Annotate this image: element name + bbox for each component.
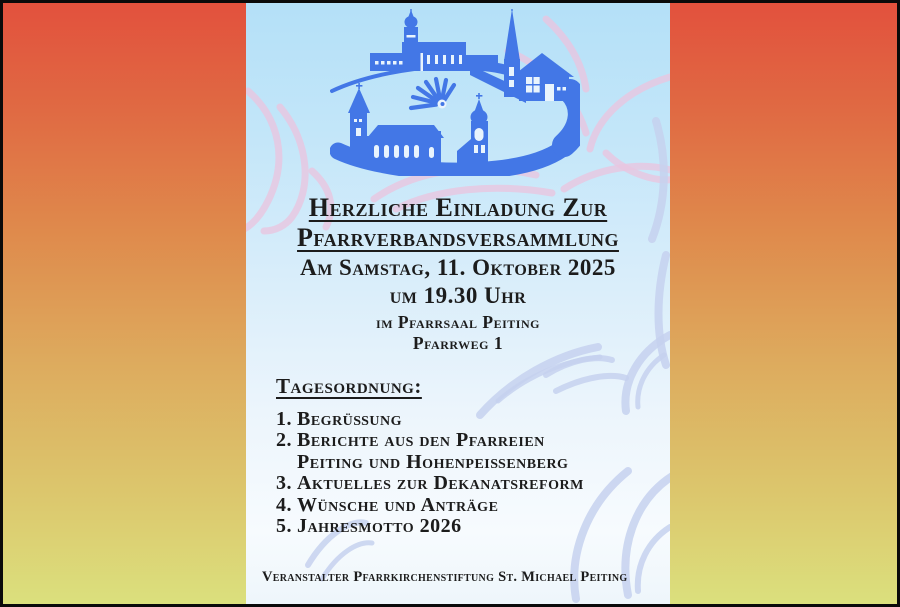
- agenda-item-5: [276, 516, 584, 537]
- agenda-item-number: 2.: [276, 429, 292, 452]
- agenda-item-1: [276, 409, 584, 430]
- title-line-1: Herzliche Einladung Zur: [308, 193, 608, 222]
- agenda-item-2-continued: [276, 452, 584, 473]
- agenda-item-text: Berichte aus den Pfarreien: [297, 429, 545, 452]
- agenda-item-number: 5.: [276, 515, 292, 538]
- venue-address: Pfarrweg 1: [412, 333, 504, 353]
- agenda-item-4: [276, 495, 584, 516]
- agenda-item-text: Begrüßung: [297, 408, 402, 430]
- agenda-item-2: [276, 430, 584, 451]
- pfarrverband-churches-illustration: [330, 9, 580, 176]
- monastery-silhouette: [370, 9, 498, 71]
- scallop-shell-icon: [411, 79, 454, 109]
- event-date: Am Samstag, 11. Oktober 2025: [300, 255, 616, 280]
- agenda-item-text: Jahresmotto 2026: [297, 515, 462, 538]
- organizer-footer: Veranstalter Pfarrkirchenstiftung St. Michael Peiting: [262, 569, 628, 585]
- title-line-2: Pfarrverbandsversammlung: [297, 223, 619, 252]
- agenda-heading: Tagesordnung:: [276, 374, 422, 398]
- event-time: um 19.30 Uhr: [389, 283, 527, 308]
- agenda-item-number: 4.: [276, 493, 292, 516]
- invitation-title: [246, 193, 670, 253]
- agenda-item-3: [276, 473, 584, 494]
- invitation-flyer-panel: [246, 3, 670, 604]
- agenda-item-number: 3.: [276, 472, 292, 495]
- agenda-item-text: Peiting und Hohenpeißenberg: [297, 450, 569, 473]
- spire-church-silhouette: [504, 9, 520, 97]
- agenda-list: [276, 409, 584, 537]
- onion-dome-tower-silhouette: [457, 93, 488, 164]
- agenda-item-number: 1.: [276, 408, 292, 430]
- venue-name: im Pfarrsaal Peiting: [376, 312, 540, 332]
- agenda-item-text: Wünsche und Anträge: [297, 493, 499, 516]
- house-silhouette: [514, 53, 574, 101]
- agenda-item-text: Aktuelles zur Dekanatsreform: [297, 472, 584, 495]
